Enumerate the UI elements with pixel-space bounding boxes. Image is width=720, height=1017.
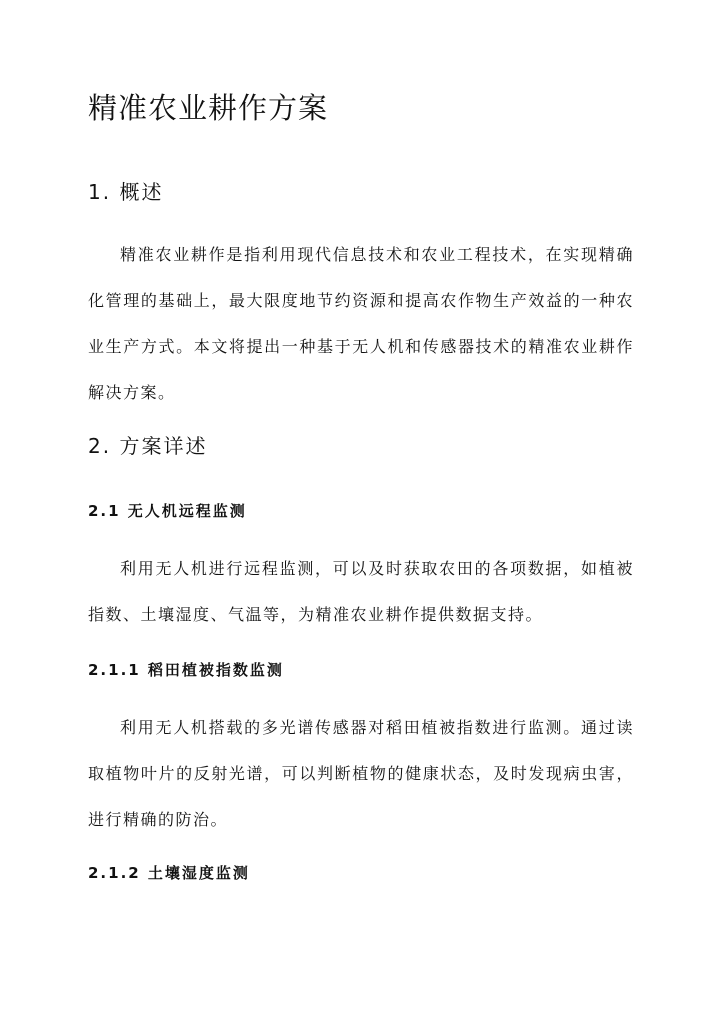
subsection-heading-soil-moisture: 2.1.2 土壤湿度监测 xyxy=(88,864,250,882)
section-heading-plan-details: 2. 方案详述 xyxy=(88,434,208,458)
vegetation-index-paragraph: 利用无人机搭载的多光谱传感器对稻田植被指数进行监测。通过读取植物叶片的反射光谱，可以判断植物的健康状态，及时发现病虫害，进行精确的防治。 xyxy=(88,718,634,829)
subsection-heading-vegetation-index: 2.1.1 稻田植被指数监测 xyxy=(88,661,284,679)
overview-paragraph: 精准农业耕作是指利用现代信息技术和农业工程技术，在实现精确化管理的基础上，最大限度地节约资源和提高农作物生产效益的一种农业生产方式。本文将提出一种基于无人机和传感器技术的精准农业耕作解决方案。 xyxy=(88,245,634,402)
subsection-heading-drone-monitoring: 2.1 无人机远程监测 xyxy=(88,502,247,520)
drone-monitoring-paragraph: 利用无人机进行远程监测，可以及时获取农田的各项数据，如植被指数、土壤湿度、气温等，为精准农业耕作提供数据支持。 xyxy=(88,559,634,624)
section-heading-overview: 1. 概述 xyxy=(88,180,164,204)
document-title: 精准农业耕作方案 xyxy=(88,91,329,125)
